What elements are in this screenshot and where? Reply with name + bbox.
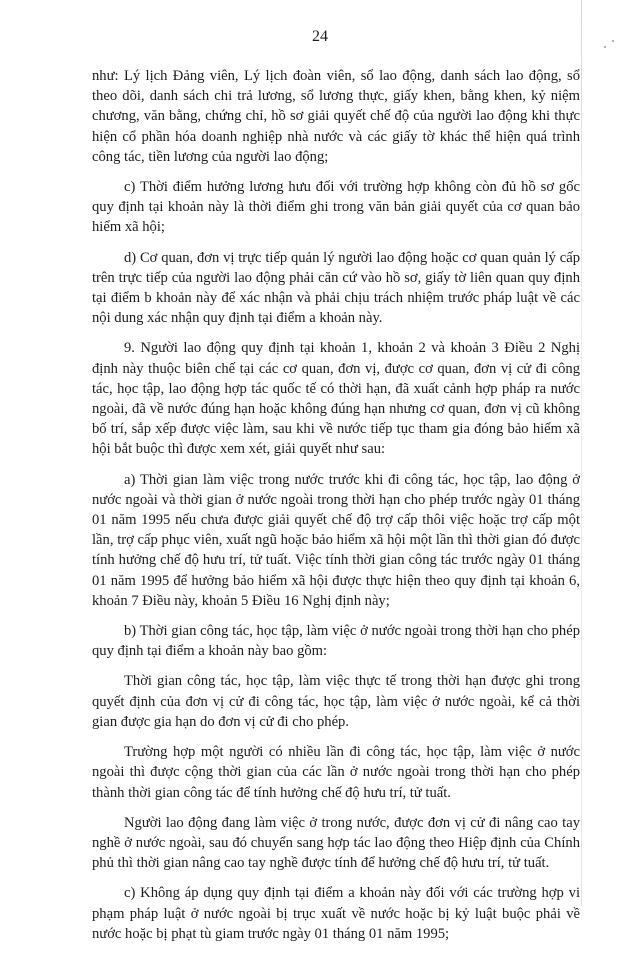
paragraph-point-c: c) Thời điểm hưởng lương hưu đối với trường hợp không còn đủ hồ sơ gốc quy định tại khoản này là thời điểm ghi trong văn bản giải quyết của cơ quan bảo hiểm xã hội; <box>92 179 580 236</box>
paragraph-point-b-detail-2: Trường hợp một người có nhiều lần đi công tác, học tập, làm việc ở nước ngoài thì được cộng thời gian của các lần ở nước ngoài trong thời hạn cho phép thành thời gian công tác để tính hưởng chế độ hưu trí, tử tuất. <box>92 744 580 801</box>
paragraph-point-b-detail-3: Người lao động đang làm việc ở trong nước, được đơn vị cử đi nâng cao tay nghề ở nước ngoài, sau đó chuyển sang hợp tác lao động theo Hiệp định của Chính phủ thì thời gian nâng cao tay nghề được tính để hưởng chế độ hưu trí, tử tuất. <box>92 814 580 872</box>
page-number: 24 <box>312 28 328 45</box>
paragraph-clause-9-point-b: b) Thời gian công tác, học tập, làm việc ở nước ngoài trong thời hạn cho phép quy định tại điểm a khoản này bao gồm: <box>92 623 580 660</box>
scan-edge-line <box>581 0 582 906</box>
document-body <box>92 66 580 954</box>
paragraph-point-d: d) Cơ quan, đơn vị trực tiếp quản lý người lao động hoặc cơ quan quản lý cấp trên trực tiếp của người lao động phải căn cứ vào hồ sơ, giấy tờ liên quan quy định tại điểm b khoản này để xác nhận và phải chịu trách nhiệm trước pháp luật về các nội dung xác nhận quy định tại điểm a khoản này. <box>92 249 580 327</box>
paragraph-clause-9: 9. Người lao động quy định tại khoản 1, khoản 2 và khoản 3 Điều 2 Nghị định này thuộc biên chế tại các cơ quan, đơn vị, được cơ quan, đơn vị cử đi công tác, học tập, lao động hợp tác quốc tế có thời hạn, đã xuất cảnh hợp pháp ra nước ngoài, đã về nước đúng hạn hoặc không đúng hạn nhưng cơ quan, đơn vị cũ không bố trí, sắp xếp được việc làm, sau khi về nước tiếp tục tham gia đóng bảo hiểm xã hội bắt buộc thì được xem xét, giải quyết như sau: <box>92 340 580 458</box>
paragraph-continuation: như: Lý lịch Đảng viên, Lý lịch đoàn viên, sổ lao động, danh sách lao động, sổ theo dõi, danh sách chi trả lương, sổ lương thực, giấy khen, bằng khen, kỷ niệm chương, văn bằng, chứng chỉ, hồ sơ giải quyết chế độ của người lao động khi thực hiện cổ phần hóa doanh nghiệp nhà nước và các giấy tờ khác thể hiện quá trình công tác, tiền lương của người lao động; <box>92 68 580 165</box>
paragraph-point-b-detail-1: Thời gian công tác, học tập, làm việc thực tế trong thời hạn được ghi trong quyết định của đơn vị cử đi công tác, học tập, làm việc ở nước ngoài, kể cả thời gian được gia hạn do đơn vị cử đi cho phép. <box>92 673 580 730</box>
scan-speck <box>604 46 606 48</box>
paragraph-clause-9-point-a: a) Thời gian làm việc trong nước trước khi đi công tác, học tập, lao động ở nước ngoài và thời gian ở nước ngoài trong thời hạn cho phép trước ngày 01 tháng 01 năm 1995 nếu chưa được giải quyết chế độ trợ cấp thôi việc hoặc trợ cấp một lần, trợ cấp phục viên, xuất ngũ hoặc bảo hiểm xã hội một lần thì thời gian đó được tính hưởng chế độ hưu trí, tử tuất. Việc tính thời gian công tác trước ngày 01 tháng 01 năm 1995 để hưởng bảo hiểm xã hội được thực hiện theo quy định tại khoản 6, khoản 7 Điều này, khoản 5 Điều 16 Nghị định này; <box>92 471 580 609</box>
paragraph-clause-9-point-c: c) Không áp dụng quy định tại điểm a khoản này đối với các trường hợp vi phạm pháp luật ở nước ngoài bị trục xuất về nước hoặc bị kỷ luật buộc phải về nước hoặc bị phạt tù giam trước ngày 01 tháng 01 năm 1995; <box>92 885 580 942</box>
